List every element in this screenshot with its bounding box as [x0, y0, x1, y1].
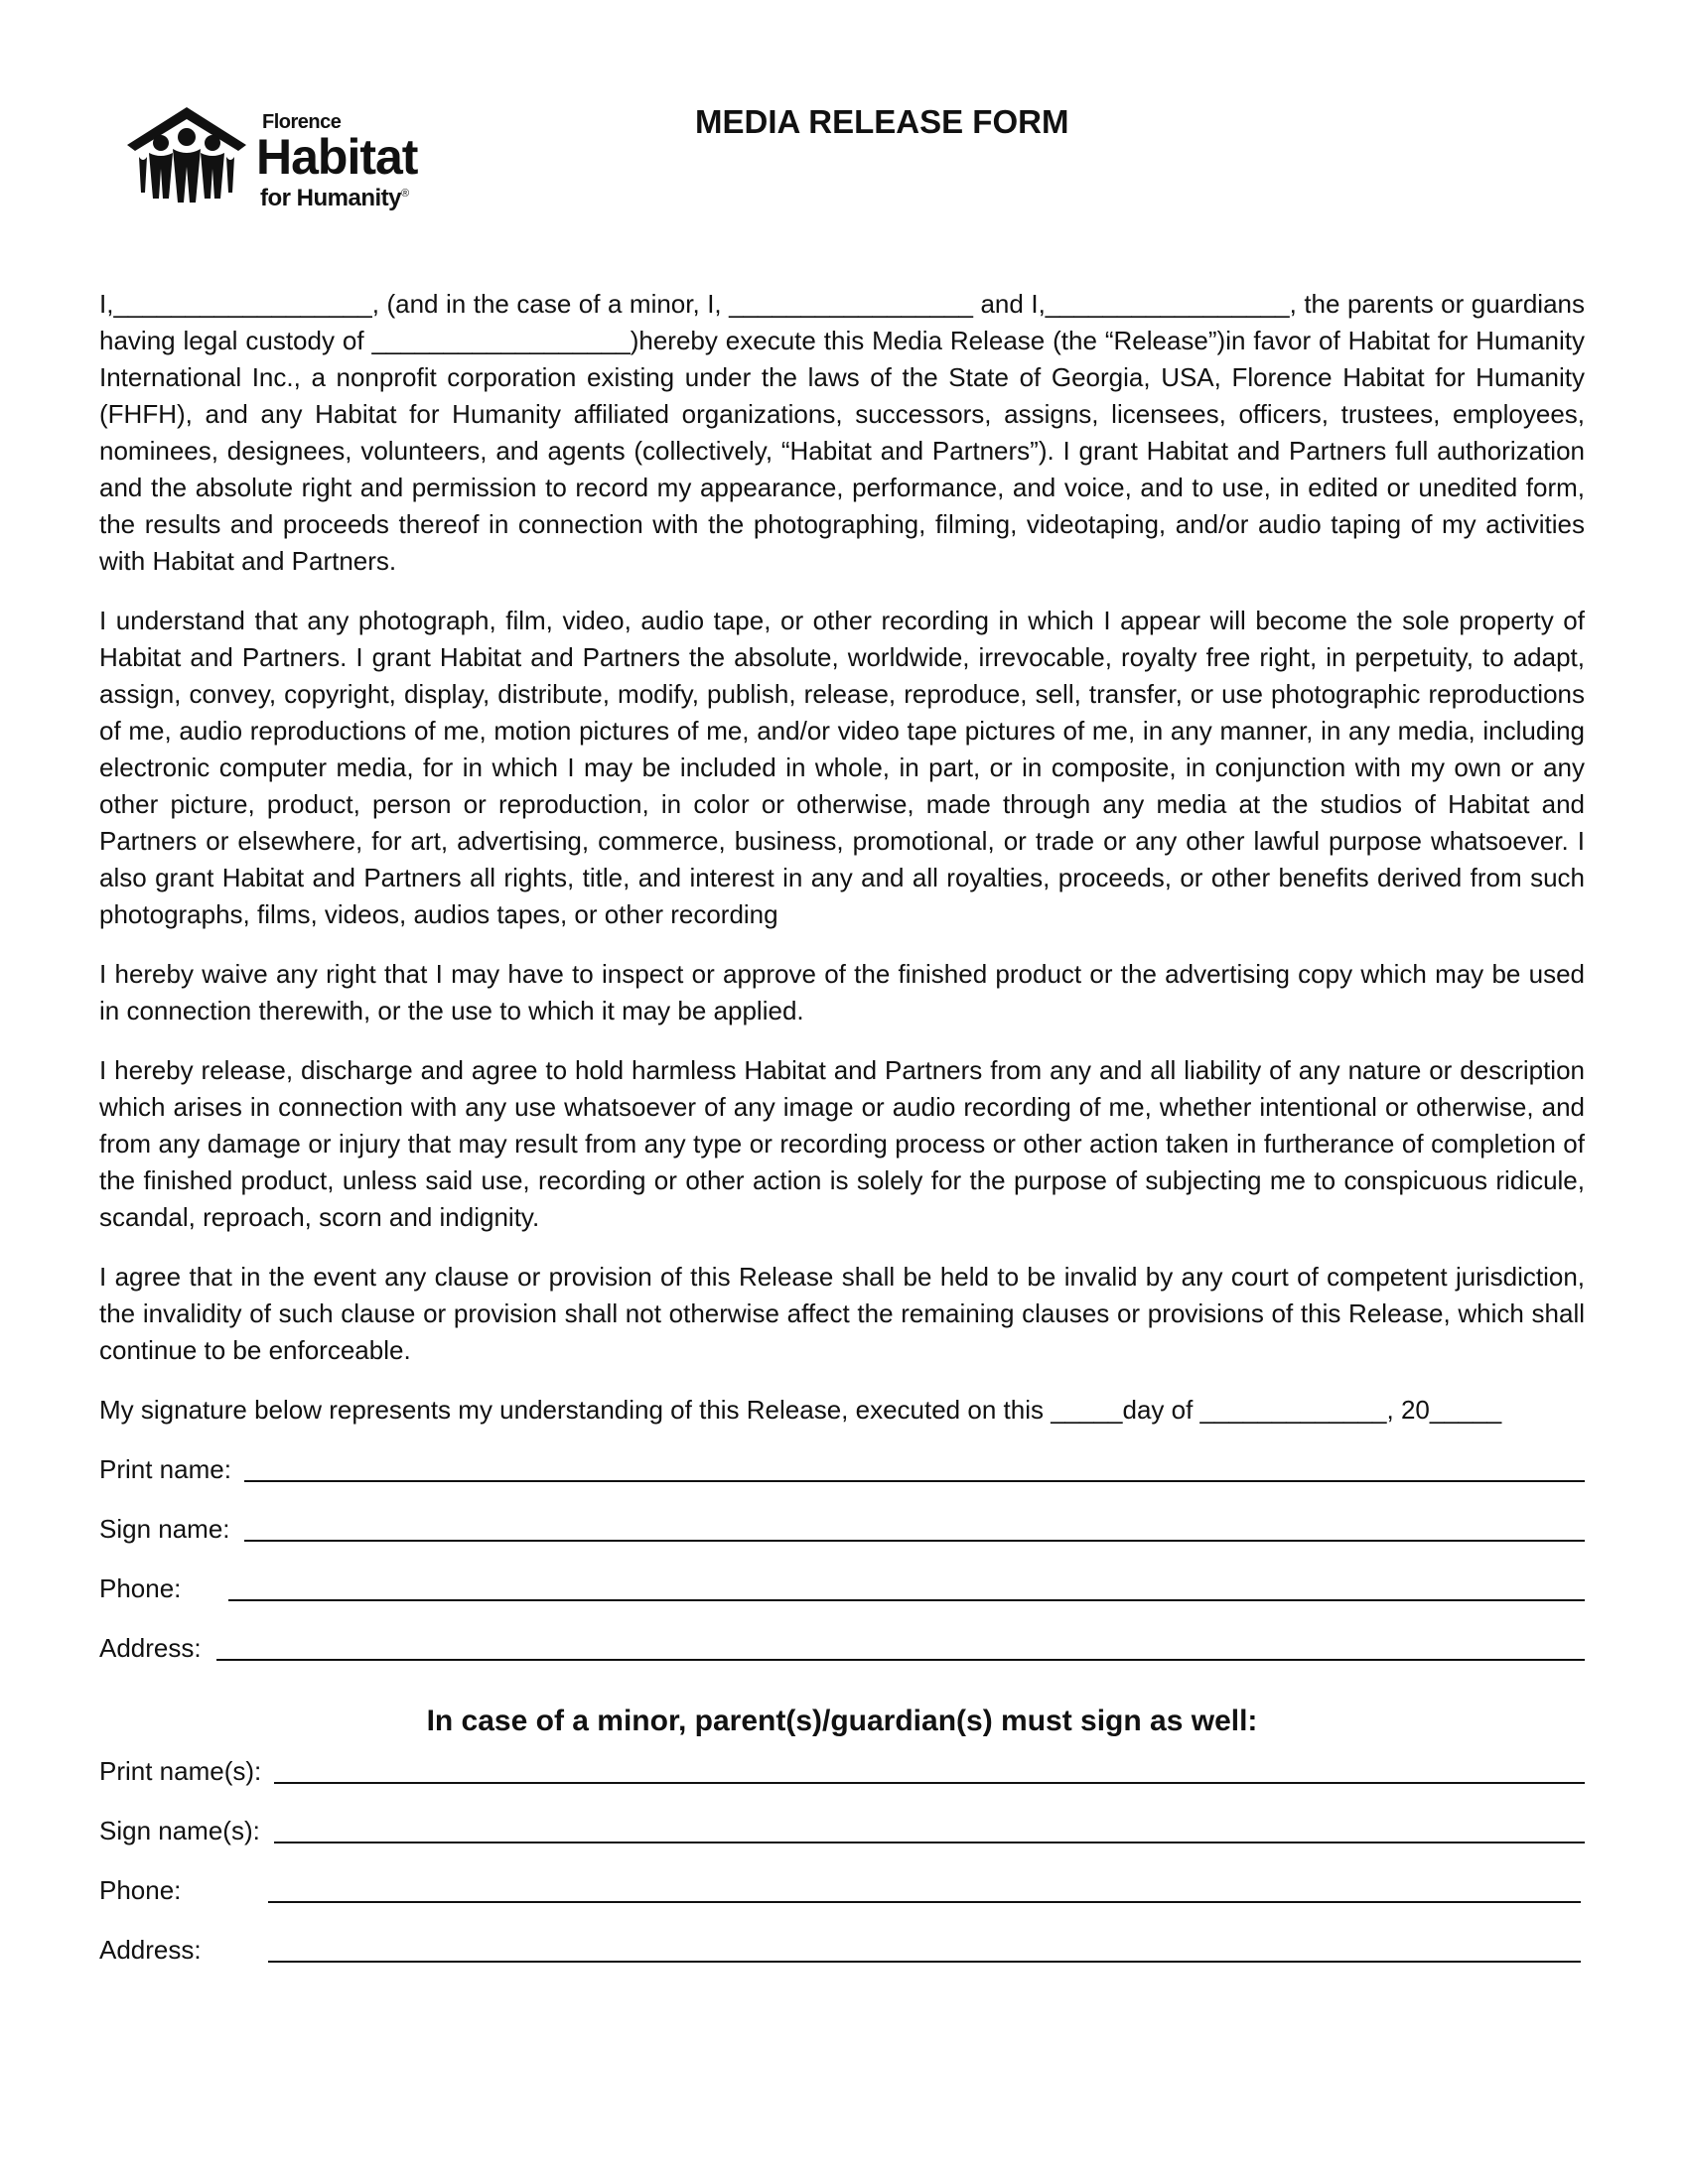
guardian-address-line[interactable] [268, 1961, 1581, 1963]
participant-address-row [99, 1630, 1585, 1690]
minor-section-heading: In case of a minor, parent(s)/guardian(s) must sign as well: [426, 1705, 1258, 1737]
participant-print-name-row [99, 1451, 1585, 1511]
guardian-phone-label: Phone: [99, 1875, 182, 1905]
release-paragraph-1: I,__________________, (and in the case of a minor, I, _________________ and I,_________________, the parents or guardians having legal custody of __________________)hereby execute this Media Release (the “Release”)in favor of Habitat for Humanity International Inc., a nonprofit corporation existing under the laws of the State of Georgia, USA, Florence Habitat for Humanity (FHFH), and any Habitat for Humanity affiliated organizations, successors, assigns, licensees, officers, trustees, employees, nominees, designees, volunteers, and agents (collectively, “Habitat and Partners”). I grant Habitat and Partners full authorization and the absolute right and permission to record my appearance, performance, and voice, and to use, in edited or unedited form, the results and proceeds thereof in connection with the photographing, filming, videotaping, and/or audio taping of my activities with Habitat and Partners. [99, 289, 1585, 576]
logo-florence: Florence [262, 111, 342, 133]
release-paragraph-4: I hereby release, discharge and agree to hold harmless Habitat and Partners from any and all liability of any nature or description which arises in connection with any use whatsoever of any image or audio recording of me, whether intentional or otherwise, and from any damage or injury that may result from any type or recording process or other action taken in furtherance of completion of the finished product, unless said use, recording or other action is solely for the purpose of subjecting me to conspicuous ridicule, scandal, reproach, scorn and indignity. [99, 1055, 1585, 1232]
phone-label: Phone: [99, 1573, 182, 1603]
logo-for-humanity: for Humanity® [260, 185, 409, 211]
address-label: Address: [99, 1633, 202, 1663]
print-name-line[interactable] [244, 1480, 1585, 1482]
sign-name-line[interactable] [244, 1540, 1585, 1542]
logo-habitat: Habitat [256, 129, 418, 185]
signature-statement: My signature below represents my understanding of this Release, executed on this _____day of _____________, 20_____ [99, 1395, 1502, 1425]
guardian-address-label: Address: [99, 1935, 202, 1965]
release-paragraph-3: I hereby waive any right that I may have to inspect or approve of the finished product or the advertising copy which may be used in connection therewith, or the use to which it may be applied. [99, 959, 1585, 1025]
release-paragraph-2: I understand that any photograph, film, video, audio tape, or other recording in which I appear will become the sole property of Habitat and Partners. I grant Habitat and Partners the absolute, worldwide, irrevocable, royalty free right, in perpetuity, to adapt, assign, convey, copyright, display, distribute, modify, publish, release, reproduce, sell, transfer, or use photographic reproductions of me, audio reproductions of me, motion pictures of me, and/or video tape pictures of me, in any manner, in any media, including electronic computer media, for in which I may be included in whole, in part, or in composite, in conjunction with my own or any other picture, product, person or reproduction, in color or otherwise, made through any media at the studios of Habitat and Partners or elsewhere, for art, advertising, commerce, business, promotional, or trade or any other lawful purpose whatsoever. I also grant Habitat and Partners all rights, title, and interest in any and all royalties, proceeds, or other benefits derived from such photographs, films, videos, audios tapes, or other recording [99, 606, 1585, 929]
guardian-phone-row [99, 1872, 1585, 1932]
page-title: MEDIA RELEASE FORM [695, 103, 1069, 140]
guardian-print-name-row [99, 1753, 1585, 1813]
guardian-print-name-line[interactable] [274, 1782, 1585, 1784]
guardian-sign-name-label: Sign name(s): [99, 1816, 260, 1845]
habitat-logo [127, 107, 445, 214]
guardian-print-name-label: Print name(s): [99, 1756, 262, 1786]
release-paragraph-5: I agree that in the event any clause or provision of this Release shall be held to be invalid by any court of competent jurisdiction, the invalidity of such clause or provision shall not otherwise affect the remaining clauses or provisions of this Release, which shall continue to be enforceable. [99, 1262, 1585, 1365]
guardian-sign-name-line[interactable] [274, 1842, 1585, 1843]
participant-sign-name-row [99, 1511, 1585, 1570]
participant-phone-row [99, 1570, 1585, 1630]
sign-name-label: Sign name: [99, 1514, 230, 1544]
address-line[interactable] [216, 1659, 1585, 1661]
form-body [99, 286, 1585, 1991]
guardian-address-row [99, 1932, 1585, 1991]
guardian-sign-name-row [99, 1813, 1585, 1872]
print-name-label: Print name: [99, 1454, 231, 1484]
guardian-phone-line[interactable] [268, 1901, 1581, 1903]
house-people-icon [127, 107, 256, 206]
phone-line[interactable] [228, 1599, 1585, 1601]
